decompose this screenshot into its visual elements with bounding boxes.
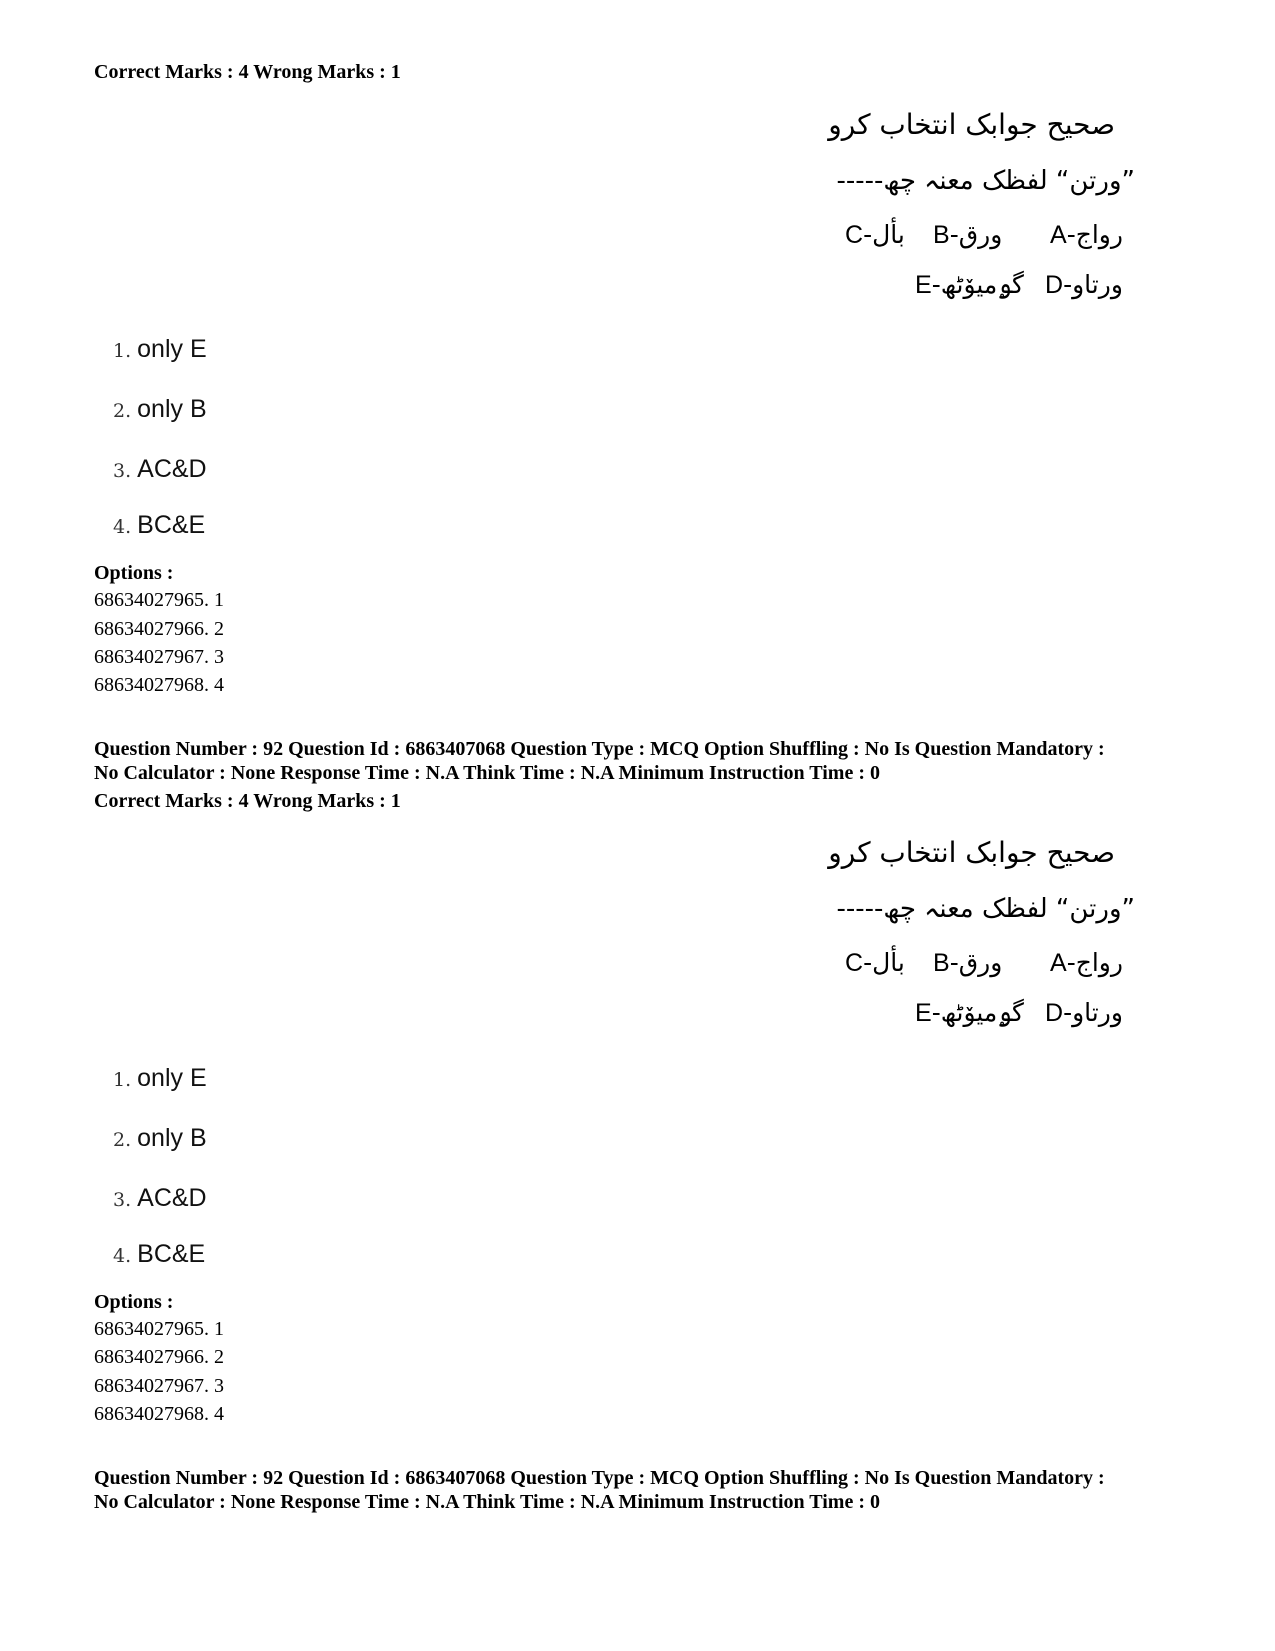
urdu-option-b: B-ورق xyxy=(933,220,1003,249)
urdu-question-text: ”ورتن“ لفظک معنہ چھ----- xyxy=(836,894,1135,924)
question-meta-line-2: No Calculator : None Response Time : N.A Think Time : N.A Minimum Instruction Time : 0 xyxy=(94,762,880,784)
answer-option: 3. AC&D xyxy=(113,1184,207,1212)
urdu-question xyxy=(828,836,1145,1046)
option-id: 68634027968. 4 xyxy=(94,1403,224,1425)
option-id: 68634027966. 2 xyxy=(94,618,224,640)
urdu-option-a: A-رواج xyxy=(1050,220,1123,249)
answer-option: 4. BC&E xyxy=(113,1240,206,1268)
options-label: Options : xyxy=(94,1291,174,1313)
option-id: 68634027967. 3 xyxy=(94,1375,224,1397)
urdu-option-b: B-ورق xyxy=(933,948,1003,977)
marks-line: Correct Marks : 4 Wrong Marks : 1 xyxy=(94,790,401,812)
option-id: 68634027965. 1 xyxy=(94,589,224,611)
urdu-instruction: صحیح جوابک انتخاب کرو xyxy=(828,836,1115,869)
answer-option: 1. only E xyxy=(113,1064,207,1092)
question-meta-line-2: No Calculator : None Response Time : N.A Think Time : N.A Minimum Instruction Time : 0 xyxy=(94,1491,880,1513)
question-meta-line-1: Question Number : 92 Question Id : 6863407068 Question Type : MCQ Option Shuffling : No Is Question Mandatory : xyxy=(94,1467,1105,1489)
urdu-option-e: E-گۄمیوٚٹھ xyxy=(915,270,1024,299)
urdu-option-d: D-ورتاو xyxy=(1045,270,1123,299)
answer-option: 1. only E xyxy=(113,335,207,363)
urdu-option-c: C-بأل xyxy=(845,220,905,249)
option-id: 68634027965. 1 xyxy=(94,1318,224,1340)
option-id: 68634027967. 3 xyxy=(94,646,224,668)
question-meta-line-1: Question Number : 92 Question Id : 6863407068 Question Type : MCQ Option Shuffling : No Is Question Mandatory : xyxy=(94,738,1105,760)
marks-line: Correct Marks : 4 Wrong Marks : 1 xyxy=(94,61,401,83)
option-id: 68634027966. 2 xyxy=(94,1346,224,1368)
urdu-option-d: D-ورتاو xyxy=(1045,998,1123,1027)
urdu-option-c: C-بأل xyxy=(845,948,905,977)
urdu-instruction: صحیح جوابک انتخاب کرو xyxy=(828,108,1115,141)
answer-option: 4. BC&E xyxy=(113,511,206,539)
urdu-option-a: A-رواج xyxy=(1050,948,1123,977)
answer-option: 3. AC&D xyxy=(113,455,207,483)
urdu-question-text: ”ورتن“ لفظک معنہ چھ----- xyxy=(836,166,1135,196)
options-label: Options : xyxy=(94,562,174,584)
option-id: 68634027968. 4 xyxy=(94,674,224,696)
urdu-question xyxy=(828,108,1145,318)
urdu-option-e: E-گۄمیوٚٹھ xyxy=(915,998,1024,1027)
answer-option: 2. only B xyxy=(113,1124,207,1152)
answer-option: 2. only B xyxy=(113,395,207,423)
